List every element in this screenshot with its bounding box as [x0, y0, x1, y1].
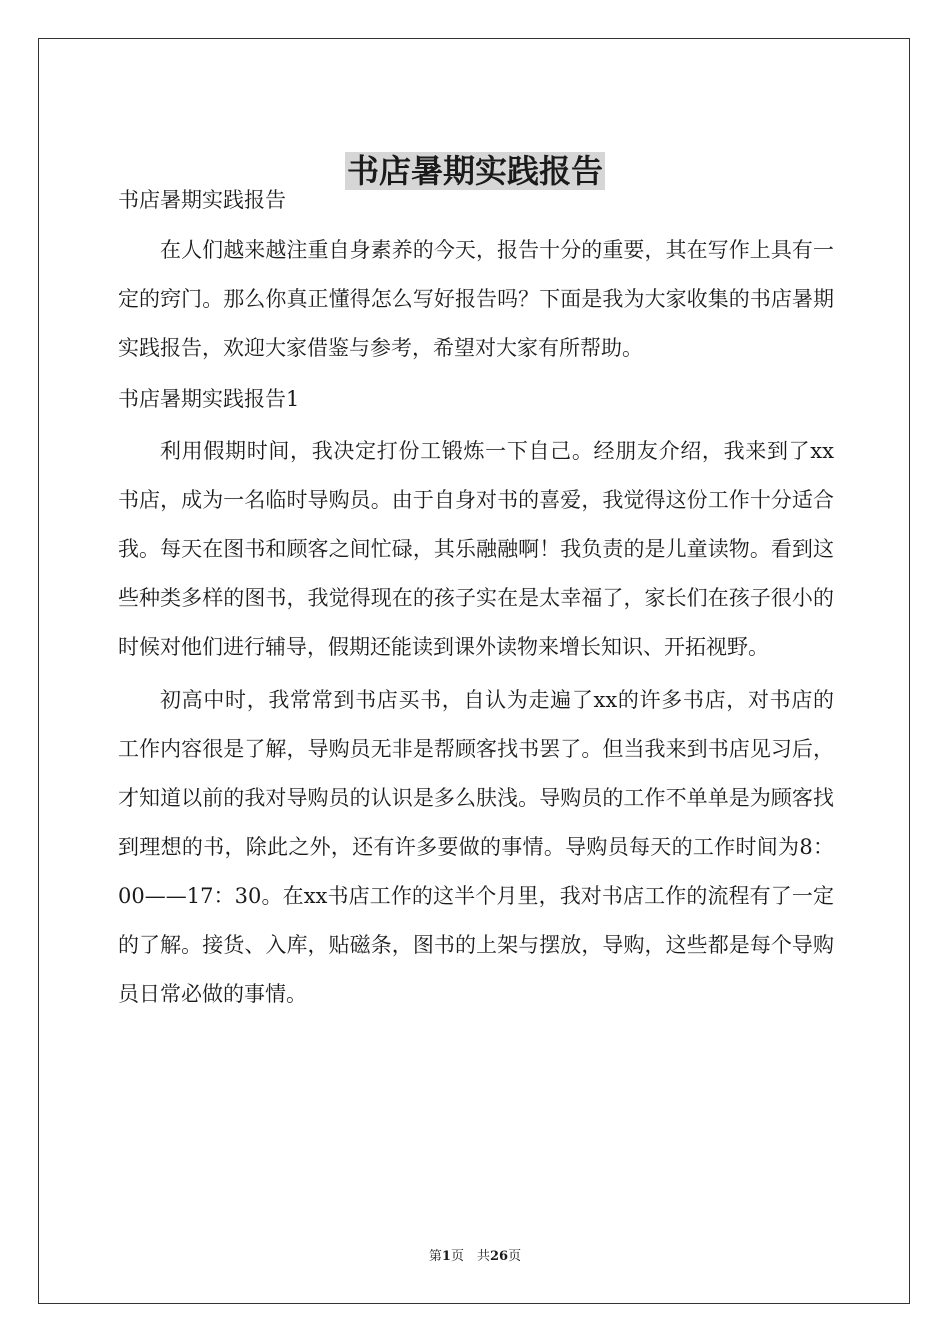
body-paragraph-2: 初高中时，我常常到书店买书，自认为走遍了xx的许多书店，对书店的工作内容很是了解，导购员无非是帮顾客找书罢了。但当我来到书店见习后，才知道以前的我对导购员的认识是多么肤浅。导购员的工作不单单是为顾客找到理想的书，除此之外，还有许多要做的事情。导购员每天的工作时间为8：00——17：30。在xx书店工作的这半个月里，我对书店工作的流程有了一定的了解。接货、入库，贴磁条，图书的上架与摆放，导购，这些都是每个导购员日常必做的事情。 — [118, 688, 834, 1006]
footer-mid: 页 共 — [450, 1249, 490, 1264]
document-body — [118, 180, 834, 1019]
footer-current-page: 1 — [441, 1249, 451, 1264]
intro-paragraph: 在人们越来越注重自身素养的今天，报告十分的重要，其在写作上具有一定的窍门。那么你真正懂得怎么写好报告吗？下面是我为大家收集的书店暑期实践报告，欢迎大家借鉴与参考，希望对大家有所帮助。 — [118, 238, 834, 360]
page-footer — [0, 1247, 950, 1267]
document-title-text: 书店暑期实践报告 — [346, 152, 603, 191]
document-subtitle: 书店暑期实践报告 — [118, 188, 286, 212]
footer-total-pages: 26 — [489, 1249, 509, 1264]
section-heading: 书店暑期实践报告1 — [118, 387, 300, 411]
footer-prefix: 第 — [428, 1249, 442, 1264]
footer-suffix: 页 — [508, 1249, 522, 1264]
body-paragraph-1: 利用假期时间，我决定打份工锻炼一下自己。经朋友介绍，我来到了xx书店，成为一名临时导购员。由于自身对书的喜爱，我觉得这份工作十分适合我。每天在图书和顾客之间忙碌，其乐融融啊！我负责的是儿童读物。看到这些种类多样的图书，我觉得现在的孩子实在是太幸福了，家长们在孩子很小的时候对他们进行辅导，假期还能读到课外读物来增长知识、开拓视野。 — [118, 439, 834, 659]
